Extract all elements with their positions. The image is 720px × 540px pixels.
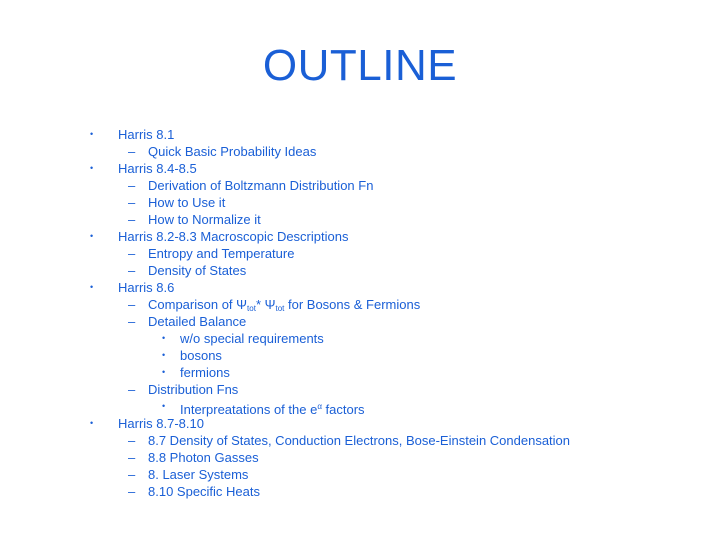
outline-item <box>90 126 710 143</box>
outline-subitem <box>90 211 710 228</box>
outline-subitem-text: How to Use it <box>148 195 226 210</box>
outline-list <box>90 126 710 500</box>
outline-subitem <box>90 313 710 330</box>
dash-marker: – <box>128 212 136 227</box>
bullet-marker: • <box>90 231 94 241</box>
text-segment: Comparison of <box>148 297 237 312</box>
bullet-marker: • <box>90 129 94 139</box>
outline-subitem <box>90 466 710 483</box>
psi-symbol: Ψ <box>264 297 276 312</box>
outline-subitem <box>90 381 710 398</box>
dash-marker: – <box>128 246 136 261</box>
dash-marker: – <box>128 382 136 397</box>
outline-subitem <box>90 449 710 466</box>
outline-subitem-text: Detailed Balance <box>148 314 247 329</box>
outline-subitem-text: 8.7 Density of States, Conduction Electrons, Bose-Einstein Condensation <box>148 433 571 448</box>
outline-item-text: Harris 8.6 <box>118 280 175 295</box>
dash-marker: – <box>128 263 136 278</box>
bullet-marker: • <box>90 282 94 292</box>
bullet-marker: • <box>90 163 94 173</box>
text-segment: factors <box>321 402 365 417</box>
bullet-marker: • <box>162 401 166 411</box>
outline-subitem-text <box>148 297 420 312</box>
text-segment: * <box>255 297 265 312</box>
outline-subitem <box>90 432 710 449</box>
outline-subitem-text: Density of States <box>148 263 247 278</box>
outline-subitem-text: Quick Basic Probability Ideas <box>148 144 317 159</box>
outline-subitem-text: Derivation of Boltzmann Distribution Fn <box>148 178 374 193</box>
outline-subitem <box>90 483 710 500</box>
text-segment: for Bosons & Fermions <box>284 297 421 312</box>
subscript: tot <box>247 304 256 313</box>
outline-subsubitem <box>90 398 710 415</box>
bullet-marker: • <box>162 350 166 360</box>
dash-marker: – <box>128 314 136 329</box>
dash-marker: – <box>128 433 136 448</box>
outline-item-text: Harris 8.1 <box>118 127 175 142</box>
dash-marker: – <box>128 484 136 499</box>
outline-subsubitem-text: fermions <box>180 365 230 380</box>
outline-subitem-text: Entropy and Temperature <box>148 246 295 261</box>
subscript: tot <box>275 304 285 313</box>
psi-symbol: Ψ <box>236 297 248 312</box>
outline-subsubitem-text: bosons <box>180 348 222 363</box>
outline-item <box>90 415 710 432</box>
outline-subitem-text: 8.10 Specific Heats <box>148 484 261 499</box>
bullet-marker: • <box>90 418 94 428</box>
bullet-marker: • <box>162 367 166 377</box>
outline-subitem-text: 8.8 Photon Gasses <box>148 450 259 465</box>
outline-subitem <box>90 177 710 194</box>
outline-subsubitem <box>90 330 710 347</box>
outline-subitem <box>90 296 710 313</box>
outline-subsubitem <box>90 347 710 364</box>
outline-item <box>90 279 710 296</box>
outline-item-text: Harris 8.2-8.3 Macroscopic Descriptions <box>118 229 349 244</box>
outline-subitem <box>90 245 710 262</box>
outline-item-text: Harris 8.4-8.5 <box>118 161 197 176</box>
dash-marker: – <box>128 297 136 312</box>
dash-marker: – <box>128 195 136 210</box>
outline-subsubitem <box>90 364 710 381</box>
text-segment: Interpreatations of the e <box>180 402 318 417</box>
outline-subitem <box>90 262 710 279</box>
outline-subitem-text: How to Normalize it <box>148 212 261 227</box>
outline-subitem <box>90 194 710 211</box>
outline-item <box>90 160 710 177</box>
dash-marker: – <box>128 467 136 482</box>
outline-item <box>90 228 710 245</box>
outline-item-text: Harris 8.7-8.10 <box>118 416 204 431</box>
bullet-marker: • <box>162 333 166 343</box>
slide-title: OUTLINE <box>262 41 458 90</box>
outline-subsubitem-text: w/o special requirements <box>180 331 324 346</box>
dash-marker: – <box>128 450 136 465</box>
dash-marker: – <box>128 144 136 159</box>
superscript: α <box>317 402 322 411</box>
outline-subitem <box>90 143 710 160</box>
dash-marker: – <box>128 178 136 193</box>
outline-subitem-text: Distribution Fns <box>148 382 239 397</box>
outline-subitem-text: 8. Laser Systems <box>148 467 249 482</box>
